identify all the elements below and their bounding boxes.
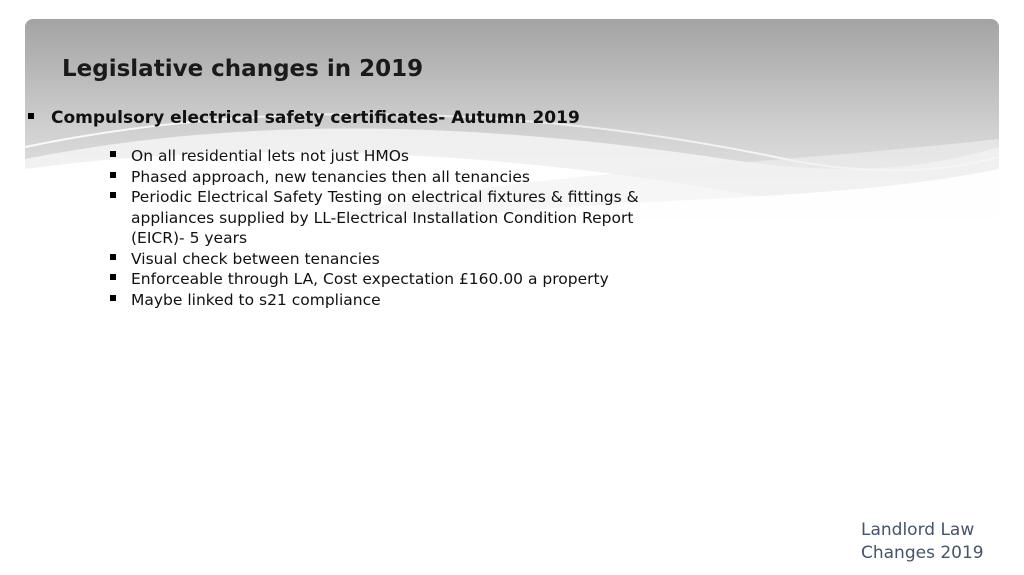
list-item: [110, 290, 666, 311]
footer-label: Landlord Law Changes 2019: [861, 520, 984, 563]
list-item-text: Phased approach, new tenancies then all tenancies: [131, 167, 530, 186]
slide-title: Legislative changes in 2019: [62, 56, 424, 82]
list-item: [110, 269, 666, 290]
list-item-text: Enforceable through LA, Cost expectation £160.00 a property: [131, 270, 609, 288]
list-item: [110, 249, 666, 270]
square-bullet-icon: [110, 192, 116, 198]
square-bullet-icon: [110, 151, 116, 157]
list-item-text: On all residential lets not just HMOs: [131, 147, 410, 165]
square-bullet-icon: [110, 274, 116, 280]
main-bullet-text: Compulsory electrical safety certificates- Autumn 2019: [51, 108, 580, 128]
square-bullet-icon: [110, 172, 116, 178]
list-item-text: Periodic Electrical Safety Testing on electrical fixtures & fittings & appliances supplied by LL-Electrical Installation Condition Report (EICR)- 5 years: [131, 188, 639, 247]
list-item: [110, 146, 666, 167]
sub-bullet-list: [110, 146, 666, 310]
square-bullet-icon: [110, 295, 116, 301]
square-bullet-icon: [28, 113, 34, 119]
square-bullet-icon: [110, 254, 116, 260]
list-item: [110, 187, 666, 249]
list-item: [110, 167, 666, 188]
list-item-text: Maybe linked to s21 compliance: [131, 290, 381, 309]
list-item-text: Visual check between tenancies: [131, 249, 380, 268]
main-bullet: [28, 107, 580, 129]
